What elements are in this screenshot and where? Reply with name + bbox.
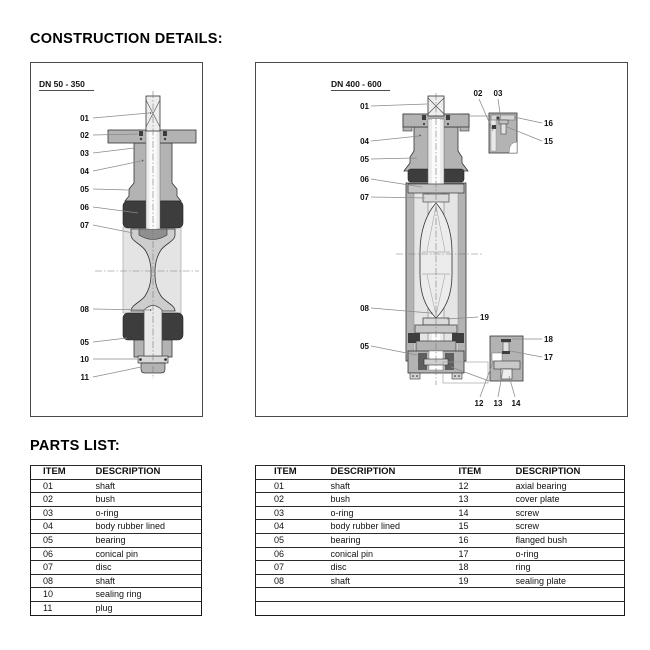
table-cell: screw — [516, 520, 625, 534]
table-cell: 02 — [256, 493, 331, 507]
parts-list-title: PARTS LIST: — [30, 438, 121, 454]
table-cell: 01 — [256, 479, 331, 493]
table-row — [256, 547, 625, 561]
column-header-item: ITEM — [256, 466, 331, 480]
top-detail-inset — [469, 113, 517, 153]
table-cell: flanged bush — [516, 533, 625, 547]
callout-14: 14 — [511, 399, 521, 408]
table-row — [31, 493, 202, 507]
valve-cross-section-dn50-350 — [31, 63, 202, 416]
table-cell — [256, 601, 331, 615]
table-cell: axial bearing — [516, 479, 625, 493]
diagram-box-dn50-350 — [30, 62, 203, 417]
table-cell: o-ring — [96, 506, 202, 520]
table-cell: 14 — [459, 506, 516, 520]
table-cell — [459, 588, 516, 602]
table-cell: o-ring — [516, 547, 625, 561]
table-cell: 05 — [31, 533, 96, 547]
callout-02: 02 — [80, 131, 89, 140]
callout-02: 02 — [473, 89, 483, 98]
dn-range-label: DN 400 - 600 — [331, 79, 382, 89]
table-cell: sealing ring — [96, 588, 202, 602]
table-cell: ring — [516, 561, 625, 575]
table-cell: shaft — [96, 574, 202, 588]
table-cell — [459, 601, 516, 615]
table-cell: shaft — [96, 479, 202, 493]
table-cell: shaft — [331, 574, 459, 588]
callout-11: 11 — [80, 373, 89, 382]
table-row — [31, 547, 202, 561]
table-cell: 08 — [31, 574, 96, 588]
table-row — [31, 506, 202, 520]
table-row — [256, 588, 625, 602]
callout-08: 08 — [360, 304, 369, 313]
table-cell: 11 — [31, 601, 96, 615]
callout-06: 06 — [80, 203, 89, 212]
table-cell: o-ring — [331, 506, 459, 520]
callout-05-lower: 05 — [360, 342, 369, 351]
callout-16: 16 — [544, 119, 553, 128]
column-header-item: ITEM — [31, 466, 96, 480]
table-row — [31, 533, 202, 547]
table-cell: 08 — [256, 574, 331, 588]
table-cell: conical pin — [331, 547, 459, 561]
table-row — [31, 520, 202, 534]
callout-05: 05 — [80, 185, 89, 194]
callout-13: 13 — [493, 399, 503, 408]
callout-12: 12 — [474, 399, 484, 408]
column-header-description: DESCRIPTION — [96, 466, 202, 480]
table-row — [256, 561, 625, 575]
callout-01: 01 — [80, 114, 89, 123]
table-cell: plug — [96, 601, 202, 615]
parts-table-dn50-350 — [30, 465, 202, 616]
table-cell: cover plate — [516, 493, 625, 507]
construction-details-title: CONSTRUCTION DETAILS: — [30, 31, 223, 47]
table-cell: 06 — [31, 547, 96, 561]
table-cell: 01 — [31, 479, 96, 493]
table-cell: 02 — [31, 493, 96, 507]
table-row — [256, 601, 625, 615]
callout-05: 05 — [360, 155, 369, 164]
table-cell: bush — [96, 493, 202, 507]
table-cell: sealing plate — [516, 574, 625, 588]
table-cell — [256, 588, 331, 602]
callout-03: 03 — [80, 149, 89, 158]
table-cell: 07 — [256, 561, 331, 575]
table-row — [256, 574, 625, 588]
table-cell: 18 — [459, 561, 516, 575]
table-cell: disc — [331, 561, 459, 575]
table-header-row — [256, 466, 625, 480]
table-row — [31, 601, 202, 615]
table-cell: bearing — [331, 533, 459, 547]
table-cell: 05 — [256, 533, 331, 547]
table-cell: 16 — [459, 533, 516, 547]
parts-table-dn400-600 — [255, 465, 625, 616]
table-cell: 03 — [31, 506, 96, 520]
table-cell: body rubber lined — [331, 520, 459, 534]
table-header-row — [31, 466, 202, 480]
column-header-description: DESCRIPTION — [331, 466, 459, 480]
callout-01: 01 — [360, 102, 369, 111]
callout-07: 07 — [80, 221, 89, 230]
table-cell: 04 — [31, 520, 96, 534]
callout-15: 15 — [544, 137, 553, 146]
table-cell: screw — [516, 506, 625, 520]
table-row — [256, 493, 625, 507]
callout-05-lower: 05 — [80, 338, 89, 347]
table-cell — [331, 588, 459, 602]
table-cell: conical pin — [96, 547, 202, 561]
callout-08: 08 — [80, 305, 89, 314]
table-row — [31, 588, 202, 602]
diagram-box-dn400-600 — [255, 62, 628, 417]
callout-19: 19 — [480, 313, 489, 322]
table-row — [256, 533, 625, 547]
callout-17: 17 — [544, 353, 553, 362]
table-cell: 07 — [31, 561, 96, 575]
callout-07: 07 — [360, 193, 369, 202]
table-row — [31, 574, 202, 588]
table-cell: 15 — [459, 520, 516, 534]
table-cell: bush — [331, 493, 459, 507]
table-cell: 03 — [256, 506, 331, 520]
table-row — [256, 520, 625, 534]
table-cell: 04 — [256, 520, 331, 534]
table-cell — [331, 601, 459, 615]
valve-cross-section-dn400-600 — [256, 63, 627, 416]
callout-04: 04 — [360, 137, 369, 146]
table-cell: 19 — [459, 574, 516, 588]
table-cell: 06 — [256, 547, 331, 561]
table-cell: 10 — [31, 588, 96, 602]
table-cell — [516, 588, 625, 602]
callout-06: 06 — [360, 175, 369, 184]
table-row — [256, 479, 625, 493]
callout-03: 03 — [493, 89, 503, 98]
column-header-item-2: ITEM — [459, 466, 516, 480]
table-cell: 17 — [459, 547, 516, 561]
column-header-description-2: DESCRIPTION — [516, 466, 625, 480]
callout-04: 04 — [80, 167, 89, 176]
table-cell: shaft — [331, 479, 459, 493]
table-cell: disc — [96, 561, 202, 575]
table-cell: body rubber lined — [96, 520, 202, 534]
table-row — [256, 506, 625, 520]
table-cell: 13 — [459, 493, 516, 507]
callout-18: 18 — [544, 335, 553, 344]
table-row — [31, 561, 202, 575]
callout-labels — [80, 114, 89, 382]
dn-range-label: DN 50 - 350 — [39, 79, 85, 89]
table-cell — [516, 601, 625, 615]
table-cell: bearing — [96, 533, 202, 547]
table-cell: 12 — [459, 479, 516, 493]
callout-10: 10 — [80, 355, 89, 364]
table-row — [31, 479, 202, 493]
